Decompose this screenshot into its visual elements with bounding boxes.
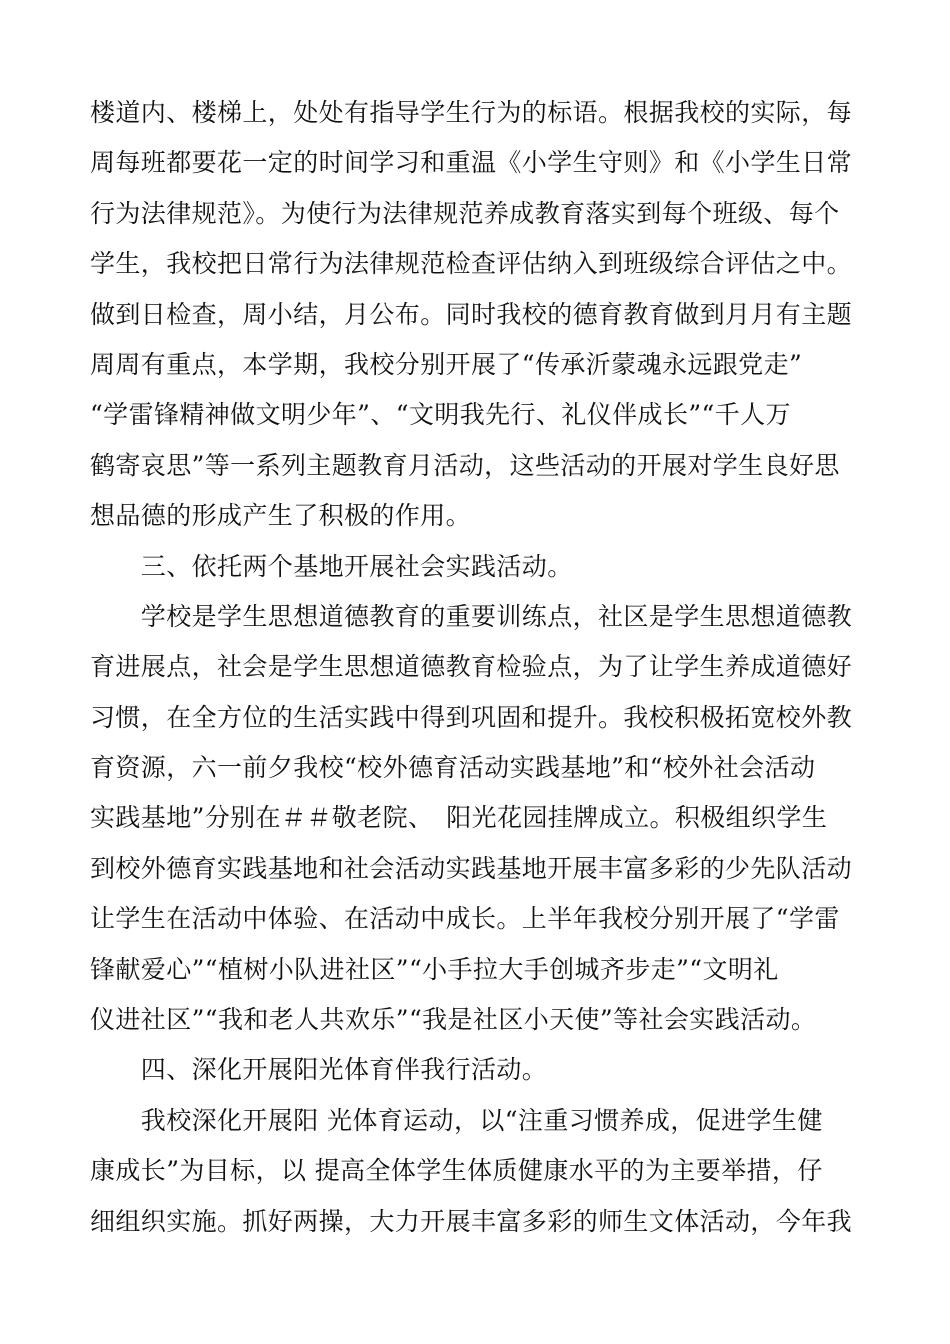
text-line: 育进展点，社会是学生思想道德教育检验点，为了让学生养成道德好 <box>90 652 853 682</box>
section-heading: 三、依托两个基地开展社会实践活动。 <box>90 551 573 581</box>
text-line: 周周有重点，本学期，我校分别开展了“传承沂蒙魂永远跟党走” <box>90 349 803 379</box>
text-line: 楼道内、楼梯上，处处有指导学生行为的标语。根据我校的实际，每 <box>90 98 853 127</box>
text-line: 育资源，六一前夕我校“校外德育活动实践基地”和“校外社会活动 <box>90 753 816 783</box>
text-line: 鹤寄哀思”等一系列主题教育月活动，这些活动的开展对学生良好思 <box>90 450 840 480</box>
text-line: 行为法律规范》。为使行为法律规范养成教育落实到每个班级、每个 <box>90 198 840 228</box>
text-line: 习惯，在全方位的生活实践中得到巩固和提升。我校积极拓宽校外教 <box>90 702 853 732</box>
text-line: 仪进社区”“我和老人共欢乐”“我是社区小天使”等社会实践活动。 <box>90 1005 817 1035</box>
text-line: 想品德的形成产生了积极的作用。 <box>90 501 472 531</box>
text-line: 我校深化开展阳 光体育运动，以“注重习惯养成，促进学生健 <box>90 1105 823 1135</box>
text-line: 细组织实施。抓好两操，大力开展丰富多彩的师生文体活动，今年我 <box>90 1206 853 1236</box>
text-line: 学校是学生思想道德教育的重要训练点，社区是学生思想道德教 <box>90 601 853 631</box>
text-line: 做到日检查，周小结，月公布。同时我校的德育教育做到月月有主题 <box>90 299 853 329</box>
text-line: “学雷锋精神做文明少年”、“文明我先行、礼仪伴成长”“千人万 <box>90 400 791 430</box>
text-line: 康成长”为目标，以 提高全体学生体质健康水平的为主要举措，仔 <box>90 1156 823 1186</box>
section-heading: 四、深化开展阳光体育伴我行活动。 <box>90 1055 548 1085</box>
document-body <box>90 88 866 1247</box>
text-line: 让学生在活动中体验、在活动中成长。上半年我校分别开展了“学雷 <box>90 904 840 934</box>
text-line: 到校外德育实践基地和社会活动实践基地开展丰富多彩的少先队活动 <box>90 853 853 883</box>
text-line: 锋献爱心”“植树小队进社区”“小手拉大手创城齐步走”“文明礼 <box>90 954 779 984</box>
text-line: 实践基地”分别在＃＃敬老院、 阳光花园挂牌成立。积极组织学生 <box>90 803 828 833</box>
text-line: 学生，我校把日常行为法律规范检查评估纳入到班级综合评估之中。 <box>90 249 853 279</box>
text-line: 周每班都要花一定的时间学习和重温《小学生守则》和《小学生日常 <box>90 148 853 178</box>
